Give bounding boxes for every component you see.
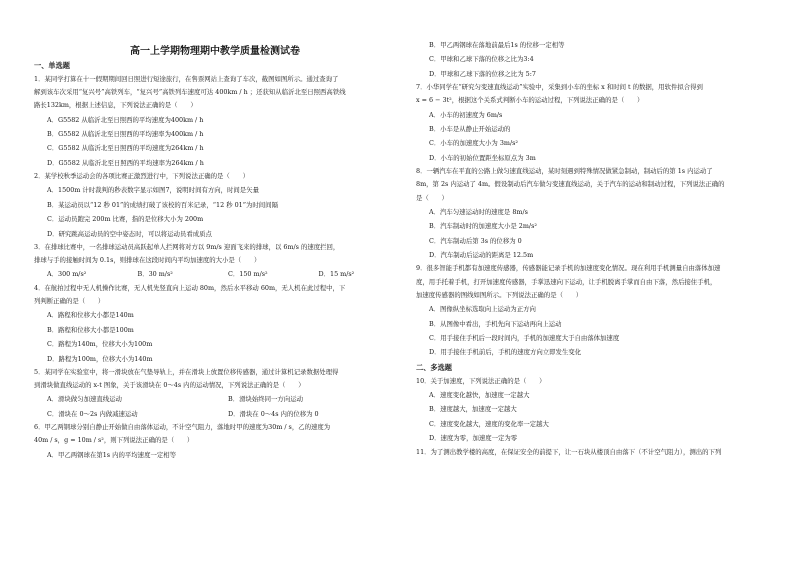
answer-option: B．甲乙两钢球在落地前最后1s 的位移一定相等 xyxy=(429,41,565,49)
answer-option: C．用手接住手机后一段时间内，手机的加速度大于自由落体加速度 xyxy=(429,333,620,342)
answer-option: B．某运动员以“12 秒 01”的成绩打破了该校的百米记录，“12 秒 01”为时间间隔 xyxy=(47,200,278,209)
answer-option: B．G5582 从临沂北至日照西的平均速率为400km / h xyxy=(47,130,204,139)
question-text-line: 8m，第 2s 内运动了 4m。假设制动后汽车做匀变速直线运动，关于汽车的运动和制动过程，下列说法正确的 xyxy=(416,180,725,189)
answer-option: D．研究跳高运动员的空中姿态时，可以将运动员看成质点 xyxy=(47,229,212,238)
answer-option-row xyxy=(34,392,396,406)
right-column-body xyxy=(416,38,778,459)
answer-option: C．甲球和乙球下落的位移之比为3:4 xyxy=(429,55,534,64)
question-text-line: 9．很多智能手机都有加速度传感器，传感器能记录手机的加速度变化情况。现在利用手机测量自由落体加速 xyxy=(416,264,721,273)
question-text-line: 是（ ） xyxy=(416,193,448,202)
question-text-line: 排球与手的接触时间为 0.1s，则排球在这段时间内平均加速度的大小是（ ） xyxy=(34,256,261,265)
question-text-line: 10．关于加速度，下列说法正确的是（ ） xyxy=(416,376,546,385)
answer-option: C．速度变化越大，速度的变化率一定越大 xyxy=(429,419,549,428)
answer-option: D．路程为100m，位移大小为140m xyxy=(47,354,153,363)
answer-option-row xyxy=(34,267,396,281)
answer-option: A．G5582 从临沂北至日照西的平均速度为400km / h xyxy=(47,115,204,124)
answer-option: C．滑块在 0～2s 内做减速运动 xyxy=(47,409,138,418)
answer-option: D．速度为零，加速度一定为零 xyxy=(429,434,518,443)
answer-option: A．300 m/s² xyxy=(47,270,87,279)
answer-option: C．汽车制动后第 3s 的位移为 0 xyxy=(429,236,522,245)
question-text-line: 5．某同学在实验室中，将一滑块放在气垫导轨上，并在滑块上放置位移传感器，通过计算机记录数据处理得 xyxy=(34,367,339,376)
question-text-line: 7．小华同学在“研究匀变速直线运动”实验中，采集到小车的坐标 x 和时间 t 的数据，用软件拟合得到 xyxy=(416,83,703,92)
answer-option: B．小车是从静止开始运动的 xyxy=(429,125,511,134)
left-column-body xyxy=(34,61,396,462)
answer-option: A．路程和位移大小都是140m xyxy=(47,311,134,320)
answer-option: C．运动员跑完 200m 比赛，指的是位移大小为 200m xyxy=(47,215,204,224)
question-text-line: 40m / s，g = 10m / s²，则下列说法正确的是（ ） xyxy=(34,436,194,445)
answer-option: A．汽车匀速运动时的速度是 8m/s xyxy=(429,207,528,216)
answer-option: D．甲球和乙球下落的位移之比为 5:7 xyxy=(429,69,536,78)
answer-option: A．小车的初速度为 6m/s xyxy=(429,110,503,119)
answer-option: B．速度越大，加速度一定越大 xyxy=(429,405,517,414)
answer-option: C．150 m/s² xyxy=(228,270,268,279)
answer-option: B．滑块始终同一方向运动 xyxy=(228,395,303,404)
answer-option-row xyxy=(34,407,396,421)
answer-option: A．图像纵坐标选取向上运动为正方向 xyxy=(429,305,536,314)
answer-option: A．滑块做匀加速直线运动 xyxy=(47,395,122,404)
question-text-line: 3．在排球比赛中，一名排球运动员高跃起单人拦网将对方以 9m/s 迎面飞来的排球，以 6m/s 的速度拦回， xyxy=(34,243,340,252)
answer-option: D．汽车制动后运动的距离是 12.5m xyxy=(429,251,534,260)
answer-option: B．30 m/s² xyxy=(137,270,173,279)
question-text-line: 4．在航拍过程中无人机操作比赛，无人机先竖直向上运动 80m，然后水平移动 60m，无人机在此过程中，下 xyxy=(34,283,346,292)
answer-option: A．1500m 计时裁判的秒表数字显示如图7，说明时间有方向，时间是矢量 xyxy=(47,186,259,195)
answer-option: C．G5582 从临沂北至日照西的平均速度为264km / h xyxy=(47,144,204,153)
left-column xyxy=(34,0,396,462)
answer-option: C．路程为140m，位移大小为100m xyxy=(47,340,153,349)
paper-title: 高一上学期物理期中教学质量检测试卷 xyxy=(130,46,300,57)
answer-option: B．路程和位移大小都是100m xyxy=(47,325,134,334)
answer-option: D．用手接住手机前后，手机的速度方向立即发生变化 xyxy=(429,348,582,357)
answer-option: A．甲乙两钢球在第1s 内的平均速度一定相等 xyxy=(47,450,177,459)
question-text-line: 1．某同学打算在十一假期期间回日照进行短途旅行，在售票网站上查询了车次，截图如图所示。通过查询了 xyxy=(34,75,339,83)
answer-option: C．小车的加速度大小为 3m/s² xyxy=(429,139,518,148)
right-column-top-margin xyxy=(416,0,778,38)
answer-option: D．小车的初始位置距坐标原点为 3m xyxy=(429,153,536,162)
question-text-line: 11．为了测出教学楼的高度，在保证安全的前提下，让一石块从楼顶自由落下（不计空气阻力），测出的下列 xyxy=(416,447,722,456)
question-text-line: 列判断正确的是（ ） xyxy=(34,297,105,306)
answer-option: A．速度变化越快，加速度一定越大 xyxy=(429,390,530,399)
question-text-line: 8．一辆汽车在平直的公路上做匀速直线运动，某时刻遇到特殊情况做紧急制动，制动后的第 1s 内运动了 xyxy=(416,167,713,176)
section-heading: 二、多选题 xyxy=(416,362,452,372)
right-column xyxy=(416,0,778,459)
answer-option: D．滑块在 0～4s 内的位移为 0 xyxy=(228,409,319,418)
question-text-line: 解到该车次采用“复兴号”高铁列车，“复兴号”高铁列车速度可达 400km / h ；还获知从临沂北至日照西高铁线 xyxy=(34,88,346,97)
question-text-line: x = 6 − 3t²，根据这个关系式判断小车的运动过程，下列说法正确的是（ ） xyxy=(416,96,644,105)
question-text-line: 到滑块做直线运动的 x-t 图象，关于该滑块在 0～4s 内的运动情况，下列说法正确的是（ ） xyxy=(34,381,305,390)
question-text-line: 度，用手托着手机，打开加速度传感器，手掌迅速向下运动，让手机脱离手掌而自由下落，然后接住手机， xyxy=(416,277,717,286)
answer-option: B．汽车制动时的加速度大小是 2m/s² xyxy=(429,222,537,231)
answer-option: D．G5582 从临沂北至日照西的平均速率为264km / h xyxy=(47,158,204,167)
question-text-line: 加速度传感器的图线如图所示。下列说法正确的是（ ） xyxy=(416,290,583,299)
question-text-line: 2．某学校秋季运动会的各项比赛正激烈进行中，下列说法正确的是（ ） xyxy=(34,172,249,181)
question-text-line: 路长132km，根据上述信息，下列说法正确的是（ ） xyxy=(34,101,197,110)
question-text-line: 6．甲乙两钢球分别自静止开始做自由落体运动，不计空气阻力，落地时甲的速度为30m / s，乙的速度为 xyxy=(34,423,331,432)
answer-option: B．从图像中看出，手机先向下运动再向上运动 xyxy=(429,319,562,328)
section-heading: 一、单选题 xyxy=(34,61,70,70)
answer-option: D．15 m/s² xyxy=(318,270,355,279)
